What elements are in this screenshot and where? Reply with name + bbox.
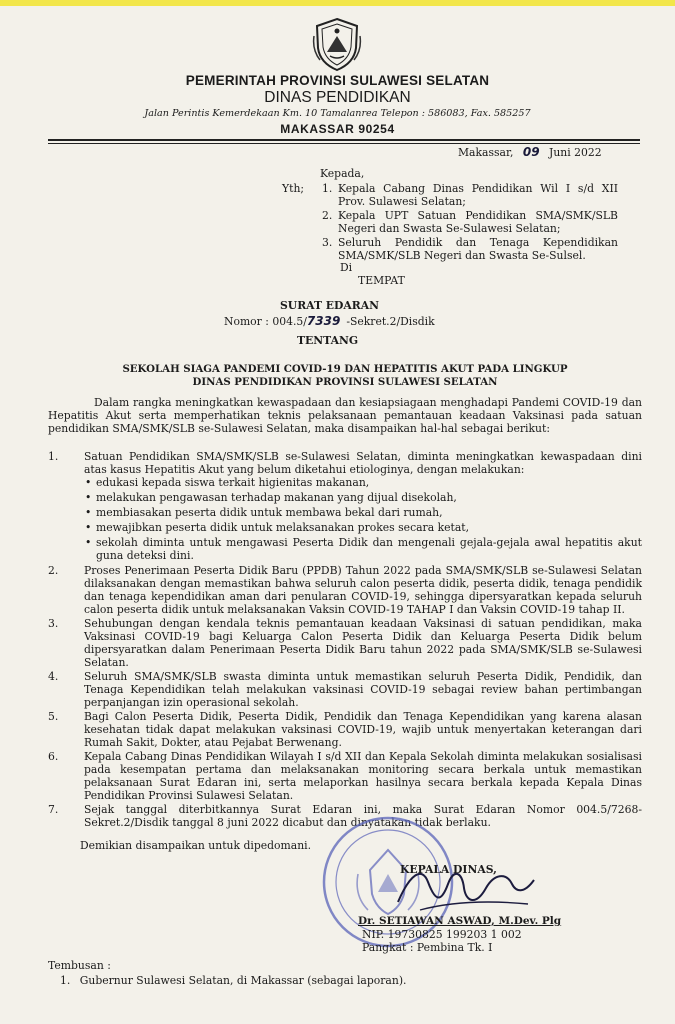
recipient-item: 2. Kepala UPT Satuan Pendidikan SMA/SMK/SLB Negeri dan Swasta Se-Sulawesi Selatan; (322, 209, 618, 235)
point-item: 1. Satuan Pendidikan SMA/SMK/SLB se-Sulawesi Selatan, diminta meningkatkan kewaspadaan dini atas kasus Hepatitis Akut yang belum diketahui etiologinya, dengan melakukan: • edukasi kepada siswa terkait higienitas makanan, • melakukan pengawasan terhadap makanan yang dijual disekolah, • membiasakan peserta didik untuk membawa bekal dari rumah, • mewajibkan peserta didik untuk melaksanakan prokes secara ketat, • sekolah diminta untuk mengawasi Peserta Didik dan mengenali gejala-gejala awal hepatitis akut guna deteksi dini. (48, 450, 642, 562)
subject-line-1: SEKOLAH SIAGA PANDEMI COVID-19 DAN HEPATITIS AKUT PADA LINGKUP (122, 363, 568, 375)
subject-line-2: DINAS PENDIDIKAN PROVINSI SULAWESI SELATAN (192, 376, 498, 388)
bullet-icon: • (85, 536, 92, 549)
closing-sentence: Demikian disampaikan untuk dipedomani. (80, 839, 312, 852)
letter-type: SURAT EDARAN (280, 299, 379, 312)
bullet-item: • edukasi kepada siswa terkait higienitas makanan, (85, 476, 370, 489)
di-label: Di (340, 261, 353, 274)
yth-label: Yth; (282, 182, 305, 195)
recipient-list (322, 182, 618, 263)
point-item: 5. Bagi Calon Peserta Didik, Peserta Didik, Pendidik dan Tenaga Kependidikan yang karena alasan kesehatan tidak dapat melakukan vaksinasi COVID-19, wajib untuk menyertakan keterangan dari Rumah Sakit, Dokter, atau Pejabat Berwenang. (48, 710, 642, 749)
recipient-item: 1. Kepala Cabang Dinas Pendidikan Wil I s/d XII Prov. Sulawesi Selatan; (322, 182, 618, 208)
date-month-year: Juni 2022 (548, 146, 602, 159)
point-item: 7. Sejak tanggal diterbitkannya Surat Edaran ini, maka Surat Edaran Nomor 004.5/7268-Sekret.2/Disdik tanggal 8 juni 2022 dicabut dan dinyatakan tidak berlaku. (48, 803, 642, 829)
header-rule-thin (48, 143, 640, 144)
point-item: 4. Seluruh SMA/SMK/SLB swasta diminta untuk memastikan seluruh Peserta Didik, Pendidik, dan Tenaga Kependidikan telah melakukan vaksinasi COVID-19 sebagai review bahan pertimbangan perpanjangan izin operasional sekolah. (48, 670, 642, 709)
kepada-label: Kepada, (320, 167, 365, 180)
office-city: MAKASSAR 90254 (280, 122, 395, 136)
bullet-icon: • (85, 521, 92, 534)
cc-label: Tembusan : (48, 959, 111, 972)
signatory-title: KEPALA DINAS, (400, 863, 497, 876)
bullet-icon: • (85, 506, 92, 519)
points-list (48, 450, 642, 830)
tempat-label: TEMPAT (358, 274, 405, 287)
letter-number-handwritten: 7339 (306, 314, 341, 328)
signatory-rank: Pangkat : Pembina Tk. I (362, 941, 493, 954)
bullet-item: • membiasakan peserta didik untuk membawa bekal dari rumah, (85, 506, 443, 519)
point-item: 2. Proses Penerimaan Peserta Didik Baru (PPDB) Tahun 2022 pada SMA/SMK/SLB se-Sulawesi Selatan dilaksanakan dengan memastikan bahwa seluruh calon peserta didik, peserta didik, tenaga pendidik dan tenaga kependidikan aman dari penularan COVID-19, sehingga dipersyaratkan kepada seluruh calon peserta didik untuk melaksanakan Vaksin COVID-19 TAHAP I dan Vaksin COVID-19 tahap II. (48, 564, 642, 616)
point-item: 6. Kepala Cabang Dinas Pendidikan Wilayah I s/d XII dan Kepala Sekolah diminta melakukan sosialisasi pada kesempatan pertama dan melaksanakan monitoring secara berkala untuk memastikan pelaksanaan Surat Edaran ini, serta melaporkan hasilnya secara berkala kepada Kepala Dinas Pendidikan Provinsi Sulawesi Selatan. (48, 750, 642, 802)
recipient-item: 3. Seluruh Pendidik dan Tenaga Kependidikan SMA/SMK/SLB Negeri dan Swasta Se-Sulsel. (322, 236, 618, 262)
department-name: DINAS PENDIDIKAN (264, 89, 411, 106)
bullet-item: • mewajibkan peserta didik untuk melaksanakan prokes secara ketat, (85, 521, 470, 534)
letter-date (458, 146, 602, 159)
date-day-handwritten: 09 (522, 145, 540, 159)
header-rule-thick (48, 139, 640, 141)
intro-paragraph: Dalam rangka meningkatkan kewaspadaan dan kesiapsiagaan menghadapi Pandemi COVID-19 dan Hepatitis Akut serta memperhatikan teknis pelaksanaan pemantauan keadaan Vaksinasi pada satuan pendidikan SMA/SMK/SLB se-Sulawesi Selatan, maka disampaikan hal-hal sebagai berikut: (48, 396, 642, 435)
bullet-icon: • (85, 491, 92, 504)
point-item: 3. Sehubungan dengan kendala teknis pemantauan keadaan Vaksinasi di satuan pendidikan, maka Vaksinasi COVID-19 bagi Keluarga Calon Peserta Didik dan Keluarga Peserta Didik belum dipersyaratkan dalam Penerimaan Peserta Didik Baru tahun 2022 pada SMA/SMK/SLB se-Sulawesi Selatan. (48, 617, 642, 669)
bullet-list (84, 476, 642, 562)
signatory-nip: NIP. 19730825 199203 1 002 (362, 928, 522, 941)
tentang-label: TENTANG (297, 334, 359, 347)
cc-item: 1. Gubernur Sulawesi Selatan, di Makassar (sebagai laporan). (60, 974, 407, 987)
provincial-emblem-icon (312, 16, 362, 72)
letter-page (0, 6, 675, 1024)
bullet-icon: • (85, 476, 92, 489)
date-place: Makassar, (458, 146, 514, 159)
bullet-item: • melakukan pengawasan terhadap makanan yang dijual disekolah, (85, 491, 457, 504)
government-name: PEMERINTAH PROVINSI SULAWESI SELATAN (185, 73, 490, 88)
letter-number: Nomor : 004.5/7339 -Sekret.2/Disdik (224, 314, 435, 328)
signatory-name: Dr. SETIAWAN ASWAD, M.Dev. Plg (358, 915, 562, 927)
bullet-item: • sekolah diminta untuk mengawasi Peserta Didik dan mengenali gejala-gejala awal hepatitis akut guna deteksi dini. (85, 536, 642, 562)
office-address: Jalan Perintis Kemerdekaan Km. 10 Tamalanrea Telepon : 586083, Fax. 585257 (144, 108, 531, 119)
